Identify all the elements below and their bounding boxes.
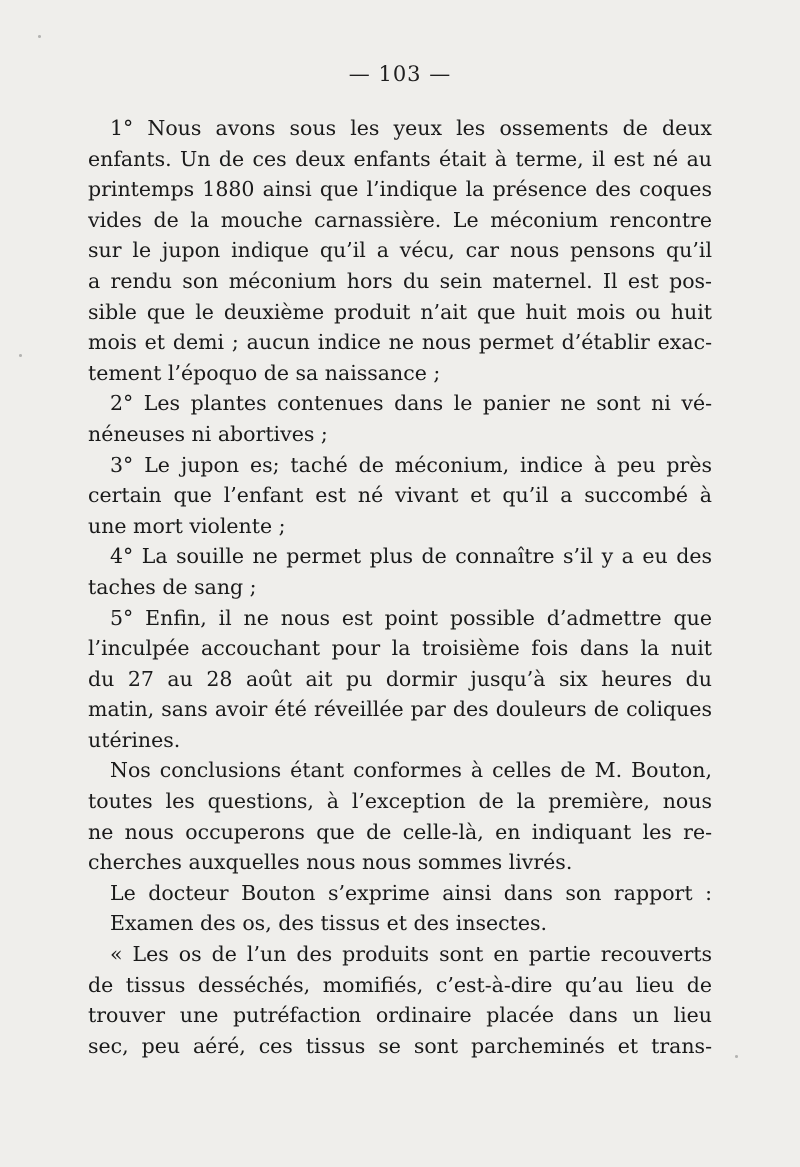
page-number: — 103 —	[348, 62, 452, 86]
text-line: une mort violente ;	[88, 513, 286, 538]
text-line: 3° Le jupon es; taché de méconium, indice à peu près	[110, 452, 712, 477]
paper-speck	[735, 1055, 738, 1058]
text-line: ne nous occuperons que de celle-là, en indiquant les re-	[88, 819, 712, 844]
text-line: matin, sans avoir été réveillée par des douleurs de coliques	[88, 697, 712, 722]
text-line: mois et demi ; aucun indice ne nous permet d’établir exac-	[88, 330, 712, 355]
text-line: utérines.	[88, 727, 181, 752]
text-line: du 27 au 28 août ait pu dormir jusqu’à six heures du	[88, 666, 712, 691]
text-line: l’inculpée accouchant pour la troisième fois dans la nuit	[88, 636, 712, 661]
text-line: cherches auxquelles nous nous sommes livrés.	[88, 850, 573, 875]
text-line: sur le jupon indique qu’il a vécu, car nous pensons qu’il	[88, 238, 712, 263]
text-line: toutes les questions, à l’exception de la première, nous	[88, 789, 712, 814]
paper-speck	[38, 35, 41, 38]
text-line: tement l’époquo de sa naissance ;	[88, 360, 441, 385]
text-line: printemps 1880 ainsi que l’indique la présence des coques	[88, 177, 712, 202]
text-line: 2° Les plantes contenues dans le panier ne sont ni vé-	[110, 391, 712, 416]
text-line: 5° Enfin, il ne nous est point possible d’admettre que	[110, 605, 712, 630]
text-line: vides de la mouche carnassière. Le méconium rencontre	[88, 207, 712, 232]
text-line: enfants. Un de ces deux enfants était à terme, il est né au	[88, 146, 712, 171]
text-line: de tissus desséchés, momifiés, c’est-à-dire qu’au lieu de	[88, 972, 712, 997]
text-line: 4° La souille ne permet plus de connaître s’il y a eu des	[110, 544, 712, 569]
text-line: sec, peu aéré, ces tissus se sont parcheminés et trans-	[88, 1033, 712, 1058]
text-line: taches de sang ;	[88, 574, 257, 599]
body-text	[88, 113, 712, 1061]
text-line: trouver une putréfaction ordinaire placée dans un lieu	[88, 1003, 712, 1028]
text-line: sible que le deuxième produit n’ait que huit mois ou huit	[88, 299, 712, 324]
text-line: certain que l’enfant est né vivant et qu’il a succombé à	[88, 483, 712, 508]
text-line: Nos conclusions étant conformes à celles de M. Bouton,	[110, 758, 712, 783]
text-line: 1° Nous avons sous les yeux les ossements de deux	[110, 116, 712, 140]
text-line: Examen des os, des tissus et des insectes.	[110, 911, 548, 936]
text-line: « Les os de l’un des produits sont en partie recouverts	[110, 942, 712, 967]
text-line: Le docteur Bouton s’exprime ainsi dans son rapport :	[110, 880, 712, 905]
paper-speck	[19, 354, 22, 357]
text-line: a rendu son méconium hors du sein maternel. Il est pos-	[88, 268, 712, 293]
text-line: néneuses ni abortives ;	[88, 421, 328, 446]
